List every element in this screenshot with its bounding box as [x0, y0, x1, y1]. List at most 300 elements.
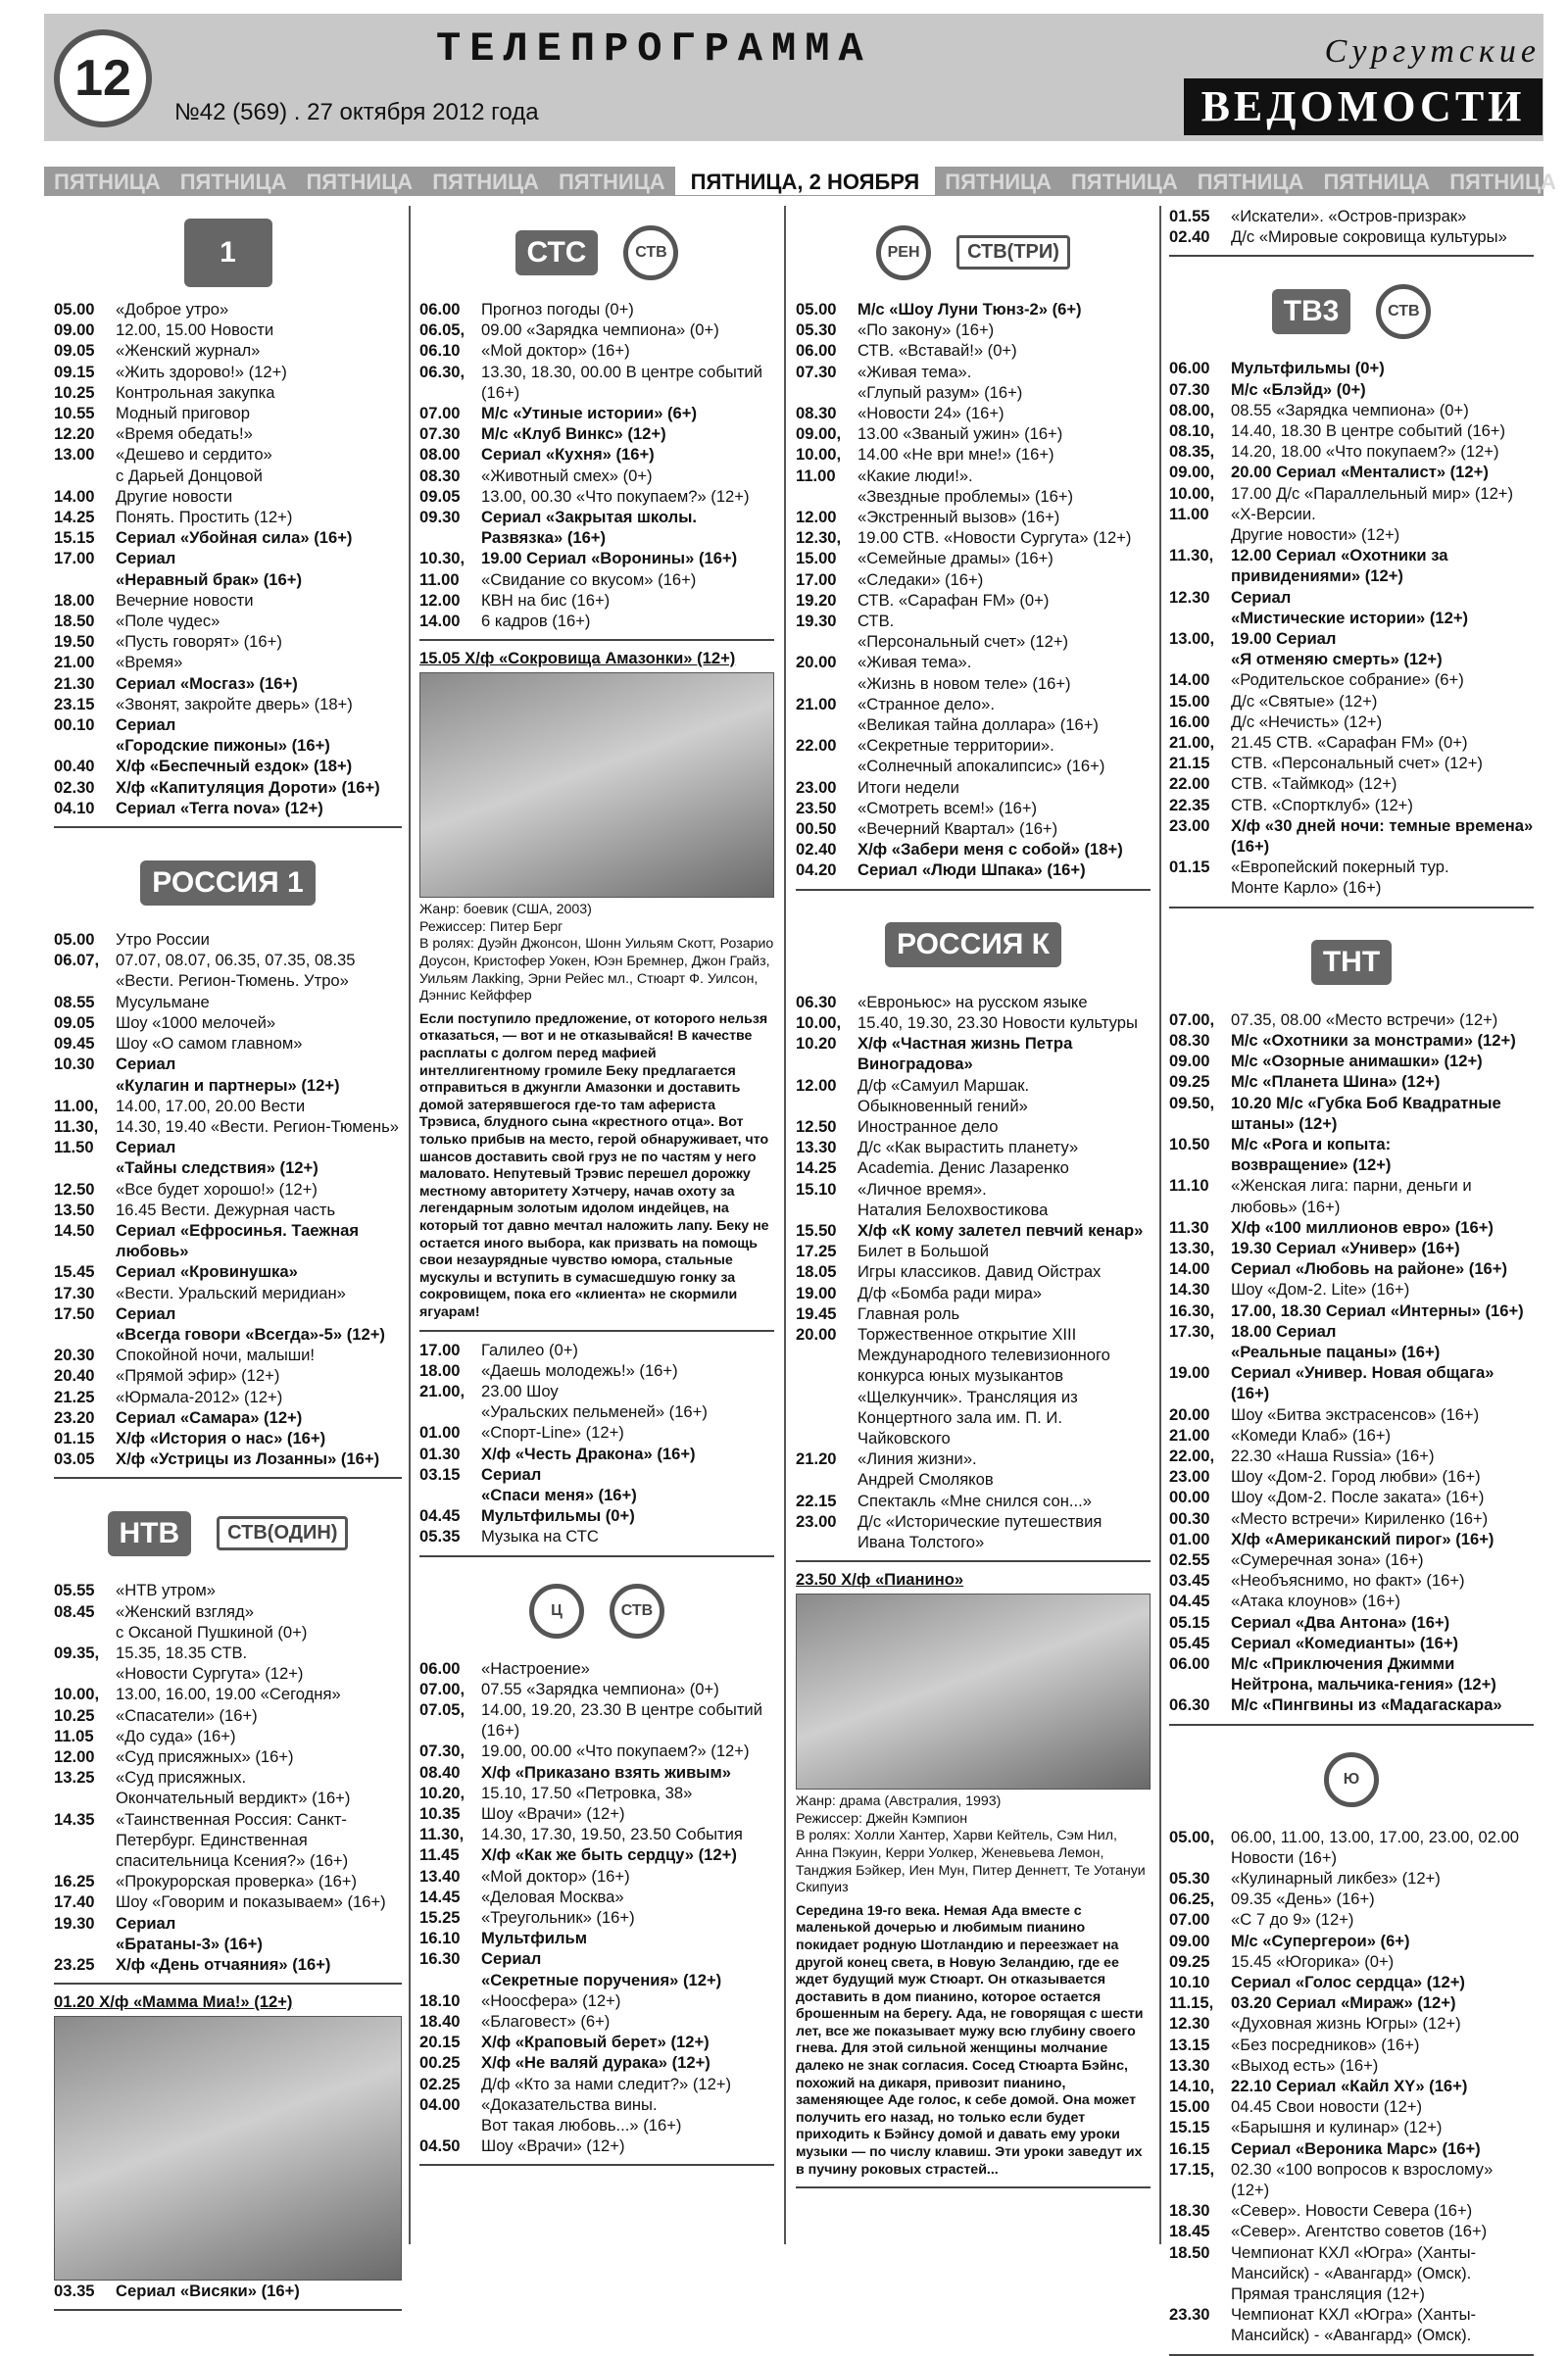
film-title: 01.20 Х/ф «Мамма Миа!» (12+): [54, 1992, 293, 2012]
program-title: 14.30, 19.40 «Вести. Регион-Тюмень»: [116, 1116, 399, 1136]
program-time: 13.30,: [1169, 1238, 1215, 1257]
program-title: Шоу «Говорим и показываем» (16+): [116, 1892, 386, 1912]
program-time: 02.40: [796, 840, 837, 859]
film-synopsis: Середина 19-го века. Немая Ада вместе с маленькой дочерью и любимым пианино покидает родную Шотландию и переезжает на другой конец света, в Новую Зеландию, где ее ждет будущий муж Стюарт. Он отказывается доставить в дом пианино, которое остается брошенным на берегу. Ада, не говорящая с шести лет, все же показывает мужу всю глубину своего гнева. Для этой сильной женщины молчание далеко не знак согласия. Сосед Стюарта Бэйнс, похожий на дикаря, привозит пианино, заменяющее Аде голос, к себе домой. Она может получить его назад, но только если будет приходить к Бэйнсу домой и давать ему уроки музыки — по числу клавиш. Эти уроки заведут их в пучину роковых страстей...: [796, 1902, 1144, 2178]
program-row: [1169, 1972, 1534, 1992]
program-row: [796, 652, 1151, 693]
program-time: 11.30,: [419, 1825, 465, 1844]
program-row: [1169, 795, 1534, 815]
program-time: 07.30: [419, 424, 461, 444]
program-time: 08.00,: [1169, 400, 1215, 419]
program-list: [1169, 1009, 1534, 1716]
program-row: [1169, 1570, 1534, 1591]
program-title: Сериал «Висяки» (16+): [116, 2282, 300, 2301]
day-label: ПЯТНИЦА: [1449, 170, 1556, 194]
program-title: Сериал «Вероника Марс» (16+): [1231, 2138, 1481, 2158]
program-time: 06.00: [419, 1658, 461, 1678]
program-row: [1169, 462, 1534, 482]
program-time: 22.35: [1169, 795, 1210, 814]
program-row: [1169, 2138, 1534, 2159]
program-row: [1169, 1217, 1534, 1238]
schedule-column-3: [796, 206, 1151, 2249]
program-row: [54, 1116, 402, 1137]
program-row: [1169, 1446, 1534, 1466]
program-time: 12.30: [1169, 587, 1210, 607]
program-time: 23.00: [1169, 1467, 1210, 1487]
program-list: [54, 2281, 402, 2301]
program-title: «Все будет хорошо!» (12+): [116, 1179, 318, 1199]
program-time: 11.15,: [1169, 1993, 1214, 2013]
program-title: Сериал «Спаси меня» (16+): [481, 1464, 637, 1504]
section-rule: [419, 2164, 774, 2166]
program-time: 14.00: [54, 486, 95, 506]
program-title: 17.00 Д/с «Параллельный мир» (12+): [1231, 483, 1514, 503]
program-title: «Спасатели» (16+): [116, 1705, 258, 1725]
program-time: 13.00: [54, 445, 95, 465]
program-title: СТВ. «Персональный счет» (12+): [858, 612, 1069, 652]
program-row: [1169, 2117, 1534, 2137]
program-row: [1169, 857, 1534, 898]
program-title: М/с «Шоу Луни Тюнз-2» (6+): [858, 300, 1082, 319]
program-row: [1169, 1889, 1534, 1909]
program-time: 10.20,: [419, 1783, 466, 1802]
program-title: «Х-Версии. Другие новости» (12+): [1231, 504, 1400, 545]
program-row: [796, 1157, 1151, 1178]
program-time: 08.35,: [1169, 442, 1215, 462]
program-time: 01.00: [419, 1423, 461, 1443]
program-row: [419, 611, 774, 631]
program-title: 09.35 «День» (16+): [1231, 1890, 1375, 1909]
program-title: Сериал «Кровинушка»: [116, 1262, 298, 1282]
program-row: [1169, 1529, 1534, 1549]
program-time: 15.25: [419, 1907, 461, 1927]
program-time: 23.00: [796, 1511, 837, 1531]
program-row: [1169, 1258, 1534, 1279]
program-time: 01.15: [54, 1428, 95, 1448]
program-title: Утро России: [116, 930, 210, 950]
program-title: Д/ф «Кто за нами следит?» (12+): [481, 2074, 732, 2093]
program-row: [1169, 1549, 1534, 1570]
program-row: [419, 1360, 774, 1381]
program-row: [54, 1726, 402, 1746]
program-title: «Живая тема». «Глупый разум» (16+): [858, 362, 1023, 402]
program-row: [796, 1448, 1151, 1490]
film-title: 23.50 Х/ф «Пианино»: [796, 1570, 964, 1590]
program-row: [796, 1303, 1151, 1324]
program-row: [419, 1658, 774, 1679]
program-title: 07.55 «Зарядка чемпиона» (0+): [481, 1679, 719, 1698]
program-row: [54, 1684, 402, 1704]
program-row: [54, 1746, 402, 1767]
program-row: [1169, 1466, 1534, 1487]
program-row: [54, 590, 402, 611]
channel-header: [796, 206, 1151, 299]
program-title: «Место встречи» Кириленко (16+): [1231, 1508, 1489, 1528]
program-row: [796, 340, 1151, 361]
program-row: [419, 1824, 774, 1844]
program-time: 22.00,: [1169, 1446, 1215, 1465]
program-row: [1169, 712, 1534, 732]
program-time: 21.00: [54, 653, 95, 672]
program-time: 11.30: [1169, 1217, 1209, 1237]
program-title: Academia. Денис Лазаренко: [858, 1158, 1069, 1178]
program-time: 20.40: [54, 1366, 95, 1386]
program-row: [54, 1220, 402, 1261]
program-title: 13.00 «Званый ужин» (16+): [858, 424, 1063, 444]
program-time: 22.00: [1169, 774, 1210, 794]
program-time: 15.50: [796, 1220, 837, 1240]
program-title: «Звонят, закройте дверь» (18+): [116, 694, 353, 713]
program-row: [419, 340, 774, 361]
program-title: 12.00, 15.00 Новости: [116, 320, 274, 340]
program-time: 05.00,: [1169, 1827, 1215, 1846]
program-time: 10.55: [54, 404, 95, 423]
program-time: 18.50: [1169, 2242, 1210, 2262]
program-row: [419, 2135, 774, 2156]
program-title: Сериал «Кухня» (16+): [481, 445, 655, 465]
program-row: [54, 756, 402, 776]
program-row: [419, 1679, 774, 1699]
program-title: «Свидание со вкусом» (16+): [481, 569, 697, 589]
program-time: 00.40: [54, 757, 95, 776]
program-title: М/с «Охотники за монстрами» (12+): [1231, 1030, 1516, 1050]
program-title: «Атака клоунов» (16+): [1231, 1592, 1400, 1611]
program-title: «Экстренный вызов» (16+): [858, 508, 1060, 527]
program-title: Вечерние новости: [116, 590, 254, 610]
program-time: 21.00,: [1169, 733, 1215, 753]
program-time: 09.00: [54, 320, 95, 340]
program-time: 15.45: [54, 1262, 95, 1282]
program-row: [419, 2074, 774, 2094]
program-title: 02.30 «100 вопросов к взрослому» (12+): [1231, 2159, 1494, 2200]
film-credits: Жанр: боевик (США, 2003) Режиссер: Питер Берг В ролях: Дуэйн Джонсон, Шонн Уильям Скотт, Розарио Доусон, Кристофер Уокен, Юэн Бремнер, Джон Грайз, Уильям Лакking, Эрни Рейес мл., Стюарт Ф. Уилсон, Дэннис Кейффер: [419, 902, 774, 1005]
program-time: 08.00: [419, 445, 461, 465]
program-title: Х/ф «Американский пирог» (16+): [1231, 1529, 1494, 1548]
program-row: [796, 444, 1151, 465]
program-time: 14.10,: [1169, 2077, 1215, 2096]
program-row: [419, 1526, 774, 1546]
program-title: Х/ф «Забери меня с собой» (18+): [858, 840, 1123, 859]
section-rule: [796, 2186, 1151, 2188]
program-row: [54, 1767, 402, 1808]
program-row: [54, 673, 402, 694]
section-rule: [54, 826, 402, 828]
program-time: 09.00,: [796, 424, 842, 444]
program-row: [796, 1283, 1151, 1303]
program-title: 18.00 Сериал «Реальные пацаны» (16+): [1231, 1321, 1441, 1361]
program-time: 21.15: [1169, 754, 1210, 773]
program-time: 14.00: [1169, 670, 1210, 690]
program-row: [54, 403, 402, 423]
channel-logo: НТВ: [108, 1511, 192, 1556]
schedule-column-2: [419, 206, 774, 2249]
program-row: [419, 548, 774, 568]
program-time: 08.40: [419, 1762, 461, 1782]
program-time: 09.30: [419, 508, 461, 527]
program-row: [1169, 1827, 1534, 1868]
program-time: 18.30: [1169, 2201, 1210, 2221]
program-time: 15.15: [1169, 2118, 1210, 2137]
program-time: 05.00: [796, 300, 837, 319]
program-row: [54, 362, 402, 382]
program-time: 11.30,: [54, 1116, 99, 1136]
program-time: 09.05: [54, 341, 95, 361]
program-time: 21.20: [796, 1449, 837, 1469]
program-title: Х/ф «Капитуляция Дороти» (16+): [116, 777, 380, 797]
program-row: [54, 714, 402, 756]
program-time: 21.00: [796, 694, 837, 713]
section-rule: [54, 1477, 402, 1479]
program-time: 17.50: [54, 1303, 95, 1323]
program-time: 07.30: [1169, 379, 1210, 399]
program-time: 14.35: [54, 1809, 95, 1829]
program-title: 04.45 Свои новости (12+): [1231, 2097, 1423, 2117]
program-title: Главная роль: [858, 1303, 960, 1323]
program-row: [796, 403, 1151, 423]
program-time: 18.45: [1169, 2222, 1210, 2241]
program-title: 19.00 СТВ. «Новости Сургута» (12+): [858, 528, 1132, 548]
program-time: 11.00,: [54, 1096, 99, 1115]
program-row: [419, 299, 774, 319]
program-title: 16.45 Вести. Дежурная часть: [116, 1200, 336, 1219]
program-row: [1169, 226, 1534, 247]
page-number: 12: [54, 29, 152, 127]
program-row: [796, 548, 1151, 568]
program-row: [796, 466, 1151, 507]
channel-header: [1169, 1734, 1534, 1827]
program-title: 19.00, 00.00 «Что покупаем?» (12+): [481, 1742, 750, 1761]
program-row: [796, 1012, 1151, 1033]
section-rule: [796, 1560, 1151, 1562]
program-list: [796, 299, 1151, 881]
program-title: Х/ф «Как же быть сердцу» (12+): [481, 1845, 737, 1865]
program-row: [419, 362, 774, 403]
program-row: [1169, 1279, 1534, 1300]
program-row: [54, 929, 402, 950]
program-title: «Семейные драмы» (16+): [858, 549, 1054, 568]
program-row: [54, 777, 402, 798]
program-time: 07.00,: [1169, 1009, 1215, 1029]
program-row: [1169, 2304, 1534, 2345]
program-title: 08.55 «Зарядка чемпиона» (0+): [1231, 400, 1469, 419]
program-time: 19.00: [796, 1283, 837, 1302]
program-row: [54, 1200, 402, 1220]
program-title: Сериал «Неравный брак» (16+): [116, 549, 302, 589]
program-row: [1169, 2200, 1534, 2221]
program-time: 03.45: [1169, 1571, 1210, 1591]
program-time: 15.00: [1169, 691, 1210, 711]
program-row: [1169, 773, 1534, 794]
channel-header: [54, 206, 402, 299]
program-title: 14.20, 18.00 «Что покупаем?» (12+): [1231, 442, 1499, 462]
program-row: [419, 1907, 774, 1928]
program-time: 16.30,: [1169, 1301, 1215, 1320]
program-time: 23.15: [54, 694, 95, 713]
program-title: «По закону» (16+): [858, 320, 995, 340]
program-time: 20.00: [796, 1324, 837, 1344]
program-title: Х/ф «Честь Дракона» (16+): [481, 1444, 696, 1463]
program-row: [796, 694, 1151, 735]
program-time: 09.45: [54, 1034, 95, 1054]
program-title: Шоу «О самом главном»: [116, 1034, 303, 1054]
program-row: [1169, 1508, 1534, 1529]
program-row: [54, 950, 402, 991]
program-title: М/с «Утиные истории» (6+): [481, 404, 698, 423]
program-title: Сериал «Всегда говори «Всегда»-5» (12+): [116, 1303, 385, 1344]
channel-logo: 1: [184, 219, 272, 287]
program-time: 02.40: [1169, 227, 1210, 247]
program-row: [54, 1580, 402, 1600]
program-row: [1169, 815, 1534, 857]
program-time: 05.35: [419, 1527, 461, 1546]
program-title: 06.00, 11.00, 13.00, 17.00, 23.00, 02.00 Новости (16+): [1231, 1827, 1520, 1867]
program-time: 09.00,: [1169, 463, 1215, 482]
program-title: 14.00, 17.00, 20.00 Вести: [116, 1096, 306, 1115]
column-divider: [784, 206, 786, 2244]
program-row: [1169, 628, 1534, 669]
program-time: 18.40: [419, 2011, 461, 2031]
program-list: [419, 1340, 774, 1547]
program-title: 14.30, 17.30, 19.50, 23.50 События: [481, 1825, 743, 1844]
program-time: 12.00: [419, 590, 461, 610]
film-photo: [796, 1594, 1151, 1790]
program-row: [1169, 441, 1534, 462]
program-title: М/с «Супергерои» (6+): [1231, 1931, 1410, 1950]
program-title: «Без посредников» (16+): [1231, 2035, 1420, 2054]
program-title: Сериал «Люди Шпака» (16+): [858, 860, 1086, 880]
program-title: Д/с «Святые» (12+): [1231, 691, 1378, 711]
program-time: 23.30: [1169, 2305, 1210, 2325]
program-row: [419, 1803, 774, 1824]
program-list: [1169, 206, 1534, 247]
program-row: [1169, 1633, 1534, 1653]
program-title: «Прокурорская проверка» (16+): [116, 1872, 358, 1891]
program-row: [54, 1033, 402, 1054]
program-row: [796, 362, 1151, 403]
program-title: «Личное время». Наталия Белохвостикова: [858, 1179, 1049, 1219]
stv-logo: СТВ: [623, 225, 678, 280]
program-row: [796, 1324, 1151, 1448]
program-time: 08.10,: [1169, 421, 1215, 441]
program-title: М/с «Блэйд» (0+): [1231, 379, 1366, 399]
program-row: [54, 1891, 402, 1912]
program-time: 11.50: [54, 1138, 94, 1157]
film-credits: Жанр: драма (Австралия, 1993) Режиссер: Джейн Кэмпион В ролях: Холли Хантер, Харви Кейтель, Сэм Нил, Анна Пэкуин, Керри Уолкер, Женевьева Лемон, Танджия Бэйкер, Иен Мун, Питер Деннетт, Те Уотануи Скипуиз: [796, 1793, 1146, 1896]
program-row: [1169, 1321, 1534, 1362]
program-title: Д/с «Нечисть» (12+): [1231, 712, 1383, 731]
program-list: [1169, 358, 1534, 898]
program-time: 18.00: [419, 1360, 461, 1380]
program-time: 06.07,: [54, 951, 100, 970]
program-row: [54, 340, 402, 361]
program-time: 17.00: [54, 549, 95, 568]
program-time: 02.30: [54, 777, 95, 797]
program-row: [1169, 1175, 1534, 1216]
program-time: 00.10: [54, 715, 95, 735]
program-row: [54, 1283, 402, 1303]
program-title: «Женский журнал»: [116, 341, 261, 361]
program-row: [419, 1866, 774, 1887]
program-row: [419, 1844, 774, 1865]
issue-info: №42 (569) . 27 октября 2012 года: [174, 99, 539, 125]
program-time: 23.25: [54, 1955, 95, 1975]
program-time: 15.10: [796, 1179, 837, 1199]
program-title: 15.10, 17.50 «Петровка, 38»: [481, 1783, 693, 1802]
program-title: «Секретные территории». «Солнечный апокалипсис» (16+): [858, 736, 1105, 776]
program-row: [54, 1954, 402, 1975]
program-time: 17.25: [796, 1242, 837, 1261]
program-time: 11.00: [796, 466, 836, 485]
program-time: 09.15: [54, 362, 95, 381]
program-row: [419, 1741, 774, 1761]
program-title: «Комеди Клаб» (16+): [1231, 1425, 1392, 1445]
program-row: [54, 992, 402, 1012]
section-rule: [54, 2309, 402, 2311]
program-title: 15.40, 19.30, 23.30 Новости культуры: [858, 1012, 1138, 1032]
program-row: [1169, 1238, 1534, 1258]
program-time: 07.30: [796, 362, 837, 381]
channel-header: [796, 899, 1151, 992]
program-row: [54, 631, 402, 652]
program-time: 11.45: [419, 1845, 460, 1865]
program-time: 11.00: [1169, 504, 1209, 523]
program-row: [419, 444, 774, 465]
program-title: «Животный смех» (0+): [481, 466, 653, 485]
program-row: [54, 1365, 402, 1386]
program-row: [796, 1179, 1151, 1220]
program-time: 17.00: [419, 1340, 461, 1359]
program-row: [54, 444, 402, 485]
program-title: СТВ. «Вставай!» (0+): [858, 341, 1017, 361]
program-title: М/с «Планета Шина» (12+): [1231, 1072, 1441, 1092]
program-time: 17.15,: [1169, 2159, 1215, 2179]
program-row: [419, 1887, 774, 1907]
program-row: [419, 466, 774, 486]
program-title: Шоу «Дом-2. Город любви» (16+): [1231, 1467, 1481, 1487]
program-time: 13.30: [1169, 2055, 1210, 2075]
program-title: Х/ф «Приказано взять живым»: [481, 1762, 731, 1782]
program-row: [54, 1054, 402, 1095]
program-title: 15.45 «Югорика» (0+): [1231, 1951, 1395, 1971]
film-synopsis: Если поступило предложение, от которого нельзя отказаться, — вот и не отказывайся! В качестве расплаты с долгом перед мафией интеллигентному громиле Беку предлагается отправиться в джунгли Амазонки и доставить домой затерявшегося где-то там афериста Трэвиса, блудного сына «крестного отца». Вот только прибыв на место, герой обнаруживает, что шансов доставить свой груз не по частям у него маловато. Непутевый Трэвис перешел дорожку местному авторитету Хэтчеру, начав охоту за легендарным золотым идолом индейцев, на который тот давно мечтал наложить лапу. Беку не остается иного выбора, как призвать на помощь свои незаурядные чувство юмора, стальные мускулы и вступить в сумасшедшую гонку за сокровищем, пока его «клиента» не скормили ягуарам!: [419, 1010, 769, 1320]
program-row: [54, 1012, 402, 1033]
section-rule: [419, 1555, 774, 1557]
program-list: [419, 299, 774, 631]
program-title: 07.35, 08.00 «Место встречи» (12+): [1231, 1009, 1498, 1029]
program-title: Контрольная закупка: [116, 382, 275, 402]
program-row: [1169, 545, 1534, 586]
program-time: 19.30: [54, 1913, 95, 1933]
program-time: 10.10: [1169, 1973, 1210, 1992]
program-time: 04.20: [796, 860, 837, 880]
program-title: Сериал «Тайны следствия» (12+): [116, 1138, 318, 1178]
program-time: 10.00,: [1169, 483, 1215, 503]
program-time: 17.30: [54, 1283, 95, 1302]
program-row: [796, 1261, 1151, 1282]
program-title: «Барышня и кулинар» (12+): [1231, 2118, 1443, 2137]
program-time: 11.00: [419, 569, 460, 589]
program-time: 14.25: [796, 1158, 837, 1178]
program-title: М/с «Клуб Винкс» (12+): [481, 424, 666, 444]
program-title: «Вести. Уральский меридиан»: [116, 1283, 346, 1302]
program-time: 12.30,: [796, 528, 842, 548]
program-title: «До суда» (16+): [116, 1726, 236, 1745]
column-divider: [409, 206, 411, 2244]
program-time: 06.30: [796, 992, 837, 1011]
program-title: Сериал «Мистические истории» (12+): [1231, 587, 1469, 627]
section-rule: [1169, 2354, 1534, 2356]
day-label: ПЯТНИЦА: [558, 170, 665, 194]
